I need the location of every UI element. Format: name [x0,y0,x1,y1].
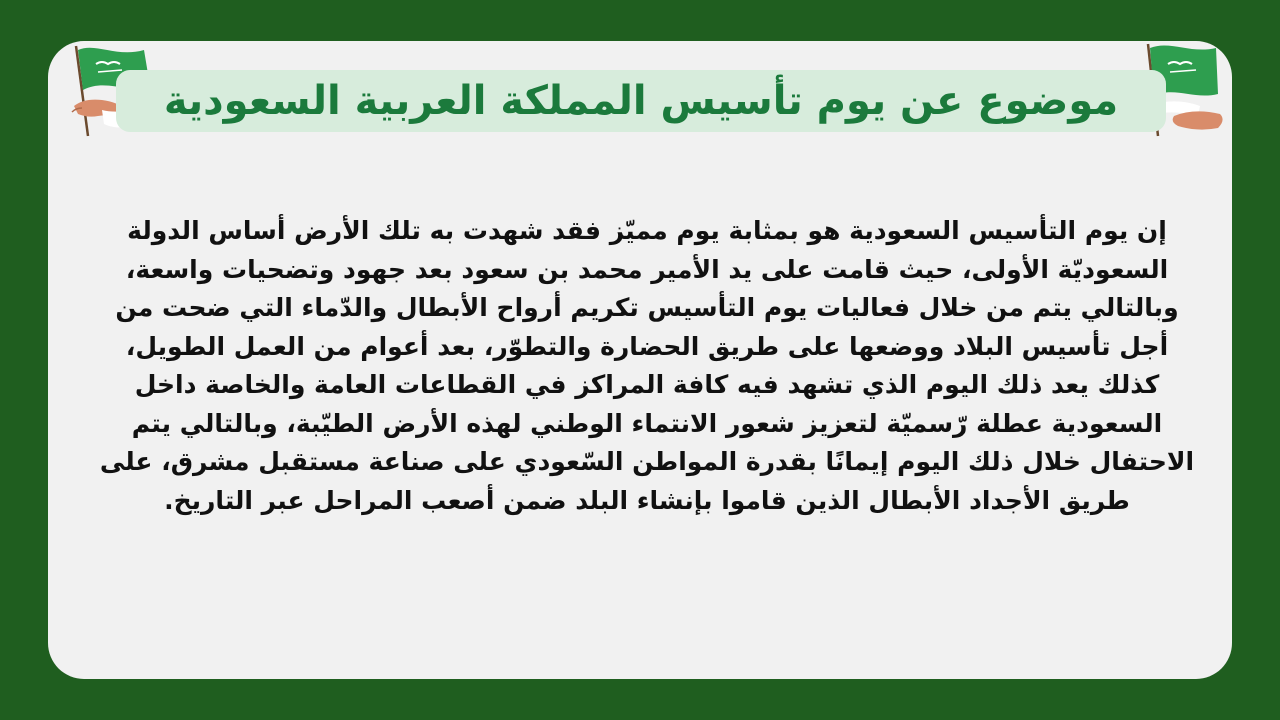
page-title: موضوع عن يوم تأسيس المملكة العربية السعودية [163,78,1119,124]
title-banner [116,70,1166,132]
article-body: إن يوم التأسيس السعودية هو بمثابة يوم مميّز فقد شهدت به تلك الأرض أساس الدولة السعوديّة الأولى، حيث قامت على يد الأمير محمد بن سعود بعد جهود وتضحيات واسعة، وبالتالي يتم من خلال فعاليات يوم التأسيس تكريم أرواح الأبطال والدّماء التي ضحت من أجل تأسيس البلاد ووضعها على طريق الحضارة والتطوّر، بعد أعوام من العمل الطويل، كذلك يعد ذلك اليوم الذي تشهد فيه كافة المراكز في القطاعات العامة والخاصة داخل السعودية عطلة رّسميّة لتعزيز شعور الانتماء الوطني لهذه الأرض الطيّبة، وبالتالي يتم الاحتفال خلال ذلك اليوم إيمانًا بقدرة المواطن السّعودي على صناعة مستقبل مشرق، على طريق الأجداد الأبطال الذين قاموا بإنشاء البلد ضمن أصعب المراحل عبر التاريخ. [99,216,1195,515]
